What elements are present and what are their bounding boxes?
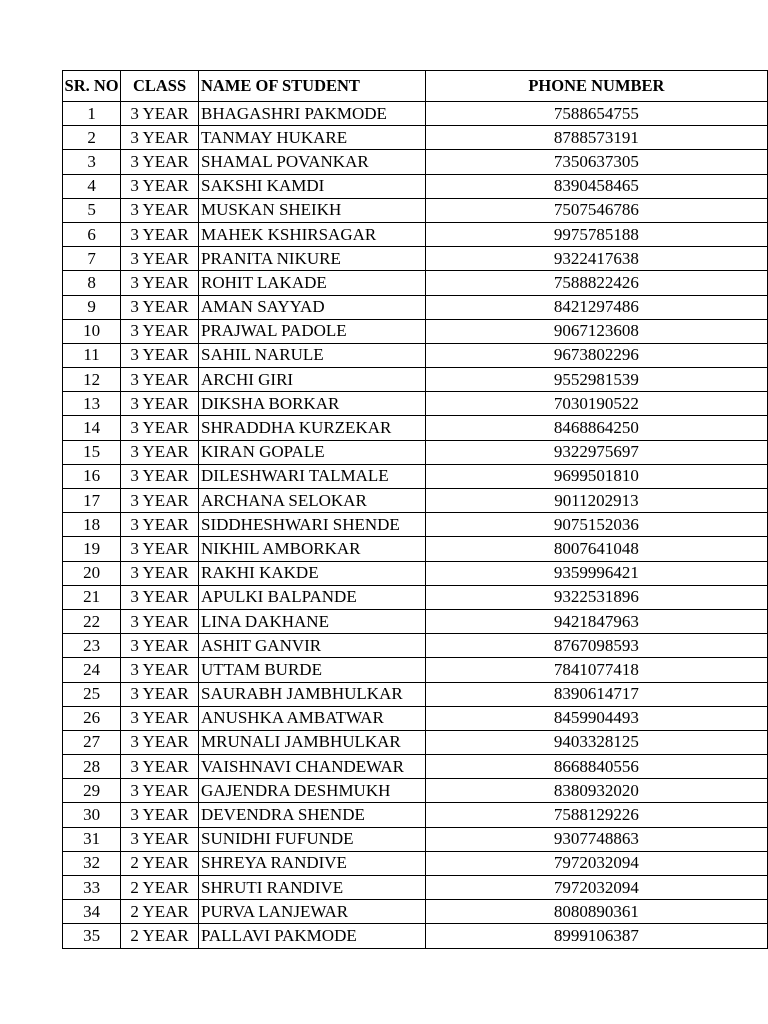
student-table xyxy=(62,70,768,949)
sr-no-cell: 28 xyxy=(63,755,121,779)
student-name-cell: GAJENDRA DESHMUKH xyxy=(199,779,426,803)
student-name-cell: VAISHNAVI CHANDEWAR xyxy=(199,755,426,779)
student-name-cell: DEVENDRA SHENDE xyxy=(199,803,426,827)
phone-number-cell: 8468864250 xyxy=(425,416,767,440)
phone-number-cell: 8788573191 xyxy=(425,126,767,150)
table-row xyxy=(63,827,768,851)
table-row xyxy=(63,682,768,706)
table-row xyxy=(63,900,768,924)
sr-no-cell: 33 xyxy=(63,876,121,900)
student-name-cell: PRAJWAL PADOLE xyxy=(199,319,426,343)
table-row xyxy=(63,489,768,513)
class-cell: 3 YEAR xyxy=(121,730,199,754)
phone-number-cell: 7588654755 xyxy=(425,102,767,126)
table-row xyxy=(63,150,768,174)
sr-no-cell: 20 xyxy=(63,561,121,585)
class-cell: 2 YEAR xyxy=(121,924,199,948)
phone-number-cell: 9307748863 xyxy=(425,827,767,851)
phone-number-cell: 9975785188 xyxy=(425,222,767,246)
phone-number-cell: 8080890361 xyxy=(425,900,767,924)
sr-no-cell: 23 xyxy=(63,634,121,658)
class-cell: 3 YEAR xyxy=(121,222,199,246)
phone-number-cell: 9552981539 xyxy=(425,368,767,392)
phone-number-cell: 7972032094 xyxy=(425,851,767,875)
sr-no-cell: 21 xyxy=(63,585,121,609)
sr-no-cell: 5 xyxy=(63,198,121,222)
phone-number-cell: 8459904493 xyxy=(425,706,767,730)
class-cell: 3 YEAR xyxy=(121,585,199,609)
student-name-cell: PURVA LANJEWAR xyxy=(199,900,426,924)
table-row xyxy=(63,730,768,754)
table-row xyxy=(63,295,768,319)
table-header-row xyxy=(63,71,768,102)
phone-number-cell: 8767098593 xyxy=(425,634,767,658)
table-row xyxy=(63,392,768,416)
table-row xyxy=(63,561,768,585)
sr-no-cell: 6 xyxy=(63,222,121,246)
sr-no-cell: 15 xyxy=(63,440,121,464)
table-row xyxy=(63,102,768,126)
student-name-cell: ROHIT LAKADE xyxy=(199,271,426,295)
phone-number-cell: 7030190522 xyxy=(425,392,767,416)
phone-number-cell: 8999106387 xyxy=(425,924,767,948)
table-row xyxy=(63,343,768,367)
phone-number-cell: 7588822426 xyxy=(425,271,767,295)
class-cell: 2 YEAR xyxy=(121,876,199,900)
table-row xyxy=(63,803,768,827)
class-cell: 3 YEAR xyxy=(121,537,199,561)
sr-no-cell: 30 xyxy=(63,803,121,827)
student-name-cell: SHREYA RANDIVE xyxy=(199,851,426,875)
student-name-cell: PRANITA NIKURE xyxy=(199,247,426,271)
phone-number-cell: 9403328125 xyxy=(425,730,767,754)
class-cell: 3 YEAR xyxy=(121,343,199,367)
table-row xyxy=(63,876,768,900)
student-name-cell: APULKI BALPANDE xyxy=(199,585,426,609)
sr-no-cell: 19 xyxy=(63,537,121,561)
class-cell: 3 YEAR xyxy=(121,513,199,537)
student-name-cell: ASHIT GANVIR xyxy=(199,634,426,658)
student-name-cell: LINA DAKHANE xyxy=(199,609,426,633)
class-cell: 3 YEAR xyxy=(121,634,199,658)
phone-number-cell: 9421847963 xyxy=(425,609,767,633)
phone-number-cell: 9011202913 xyxy=(425,489,767,513)
class-cell: 3 YEAR xyxy=(121,198,199,222)
class-cell: 3 YEAR xyxy=(121,489,199,513)
table-row xyxy=(63,198,768,222)
phone-number-cell: 7841077418 xyxy=(425,658,767,682)
class-cell: 3 YEAR xyxy=(121,392,199,416)
student-name-cell: SAKSHI KAMDI xyxy=(199,174,426,198)
sr-no-cell: 29 xyxy=(63,779,121,803)
student-name-cell: SHRUTI RANDIVE xyxy=(199,876,426,900)
class-cell: 3 YEAR xyxy=(121,609,199,633)
phone-number-cell: 8390458465 xyxy=(425,174,767,198)
sr-no-cell: 12 xyxy=(63,368,121,392)
student-name-cell: NIKHIL AMBORKAR xyxy=(199,537,426,561)
phone-number-cell: 9067123608 xyxy=(425,319,767,343)
class-cell: 3 YEAR xyxy=(121,416,199,440)
student-name-cell: AMAN SAYYAD xyxy=(199,295,426,319)
class-cell: 3 YEAR xyxy=(121,464,199,488)
student-name-cell: ARCHANA SELOKAR xyxy=(199,489,426,513)
table-row xyxy=(63,706,768,730)
sr-no-cell: 13 xyxy=(63,392,121,416)
phone-number-header: PHONE NUMBER xyxy=(425,71,767,102)
phone-number-cell: 7350637305 xyxy=(425,150,767,174)
class-cell: 3 YEAR xyxy=(121,561,199,585)
phone-number-cell: 8007641048 xyxy=(425,537,767,561)
sr-no-header: SR. NO xyxy=(63,71,121,102)
class-cell: 3 YEAR xyxy=(121,440,199,464)
sr-no-cell: 16 xyxy=(63,464,121,488)
sr-no-cell: 34 xyxy=(63,900,121,924)
phone-number-cell: 9322975697 xyxy=(425,440,767,464)
class-cell: 3 YEAR xyxy=(121,271,199,295)
class-cell: 3 YEAR xyxy=(121,368,199,392)
table-row xyxy=(63,658,768,682)
phone-number-cell: 9699501810 xyxy=(425,464,767,488)
class-cell: 3 YEAR xyxy=(121,755,199,779)
sr-no-cell: 4 xyxy=(63,174,121,198)
table-row xyxy=(63,924,768,948)
table-row xyxy=(63,368,768,392)
student-name-cell: PALLAVI PAKMODE xyxy=(199,924,426,948)
student-name-cell: DILESHWARI TALMALE xyxy=(199,464,426,488)
student-name-cell: DIKSHA BORKAR xyxy=(199,392,426,416)
sr-no-cell: 17 xyxy=(63,489,121,513)
sr-no-cell: 2 xyxy=(63,126,121,150)
class-cell: 2 YEAR xyxy=(121,851,199,875)
table-row xyxy=(63,464,768,488)
sr-no-cell: 1 xyxy=(63,102,121,126)
class-cell: 3 YEAR xyxy=(121,247,199,271)
sr-no-cell: 26 xyxy=(63,706,121,730)
table-row xyxy=(63,755,768,779)
table-row xyxy=(63,319,768,343)
student-name-cell: SHAMAL POVANKAR xyxy=(199,150,426,174)
sr-no-cell: 25 xyxy=(63,682,121,706)
class-cell: 3 YEAR xyxy=(121,827,199,851)
sr-no-cell: 10 xyxy=(63,319,121,343)
class-cell: 3 YEAR xyxy=(121,658,199,682)
student-name-cell: RAKHI KAKDE xyxy=(199,561,426,585)
student-name-cell: MAHEK KSHIRSAGAR xyxy=(199,222,426,246)
class-header: CLASS xyxy=(121,71,199,102)
student-name-cell: KIRAN GOPALE xyxy=(199,440,426,464)
table-row xyxy=(63,634,768,658)
phone-number-cell: 9359996421 xyxy=(425,561,767,585)
sr-no-cell: 9 xyxy=(63,295,121,319)
table-row xyxy=(63,779,768,803)
phone-number-cell: 9322531896 xyxy=(425,585,767,609)
phone-number-cell: 9075152036 xyxy=(425,513,767,537)
student-name-header: NAME OF STUDENT xyxy=(199,71,426,102)
phone-number-cell: 8390614717 xyxy=(425,682,767,706)
table-body xyxy=(63,102,768,949)
student-name-cell: ARCHI GIRI xyxy=(199,368,426,392)
student-name-cell: BHAGASHRI PAKMODE xyxy=(199,102,426,126)
student-name-cell: MUSKAN SHEIKH xyxy=(199,198,426,222)
sr-no-cell: 24 xyxy=(63,658,121,682)
student-name-cell: SAURABH JAMBHULKAR xyxy=(199,682,426,706)
class-cell: 3 YEAR xyxy=(121,682,199,706)
sr-no-cell: 31 xyxy=(63,827,121,851)
table-row xyxy=(63,609,768,633)
student-name-cell: SHRADDHA KURZEKAR xyxy=(199,416,426,440)
student-name-cell: UTTAM BURDE xyxy=(199,658,426,682)
table-row xyxy=(63,222,768,246)
table-row xyxy=(63,247,768,271)
table-row xyxy=(63,585,768,609)
phone-number-cell: 8380932020 xyxy=(425,779,767,803)
phone-number-cell: 7972032094 xyxy=(425,876,767,900)
sr-no-cell: 22 xyxy=(63,609,121,633)
class-cell: 3 YEAR xyxy=(121,126,199,150)
sr-no-cell: 14 xyxy=(63,416,121,440)
student-name-cell: TANMAY HUKARE xyxy=(199,126,426,150)
student-name-cell: MRUNALI JAMBHULKAR xyxy=(199,730,426,754)
phone-number-cell: 8421297486 xyxy=(425,295,767,319)
sr-no-cell: 32 xyxy=(63,851,121,875)
class-cell: 3 YEAR xyxy=(121,706,199,730)
phone-number-cell: 9322417638 xyxy=(425,247,767,271)
student-name-cell: SUNIDHI FUFUNDE xyxy=(199,827,426,851)
class-cell: 3 YEAR xyxy=(121,102,199,126)
student-name-cell: SIDDHESHWARI SHENDE xyxy=(199,513,426,537)
class-cell: 3 YEAR xyxy=(121,319,199,343)
sr-no-cell: 11 xyxy=(63,343,121,367)
class-cell: 3 YEAR xyxy=(121,779,199,803)
sr-no-cell: 27 xyxy=(63,730,121,754)
table-row xyxy=(63,271,768,295)
class-cell: 2 YEAR xyxy=(121,900,199,924)
phone-number-cell: 7588129226 xyxy=(425,803,767,827)
table-row xyxy=(63,440,768,464)
table-row xyxy=(63,416,768,440)
phone-number-cell: 8668840556 xyxy=(425,755,767,779)
student-name-cell: ANUSHKA AMBATWAR xyxy=(199,706,426,730)
table-row xyxy=(63,126,768,150)
sr-no-cell: 18 xyxy=(63,513,121,537)
sr-no-cell: 3 xyxy=(63,150,121,174)
phone-number-cell: 7507546786 xyxy=(425,198,767,222)
class-cell: 3 YEAR xyxy=(121,803,199,827)
class-cell: 3 YEAR xyxy=(121,295,199,319)
class-cell: 3 YEAR xyxy=(121,174,199,198)
table-row xyxy=(63,537,768,561)
phone-number-cell: 9673802296 xyxy=(425,343,767,367)
sr-no-cell: 7 xyxy=(63,247,121,271)
class-cell: 3 YEAR xyxy=(121,150,199,174)
table-row xyxy=(63,174,768,198)
student-name-cell: SAHIL NARULE xyxy=(199,343,426,367)
table-row xyxy=(63,851,768,875)
sr-no-cell: 8 xyxy=(63,271,121,295)
sr-no-cell: 35 xyxy=(63,924,121,948)
table-row xyxy=(63,513,768,537)
